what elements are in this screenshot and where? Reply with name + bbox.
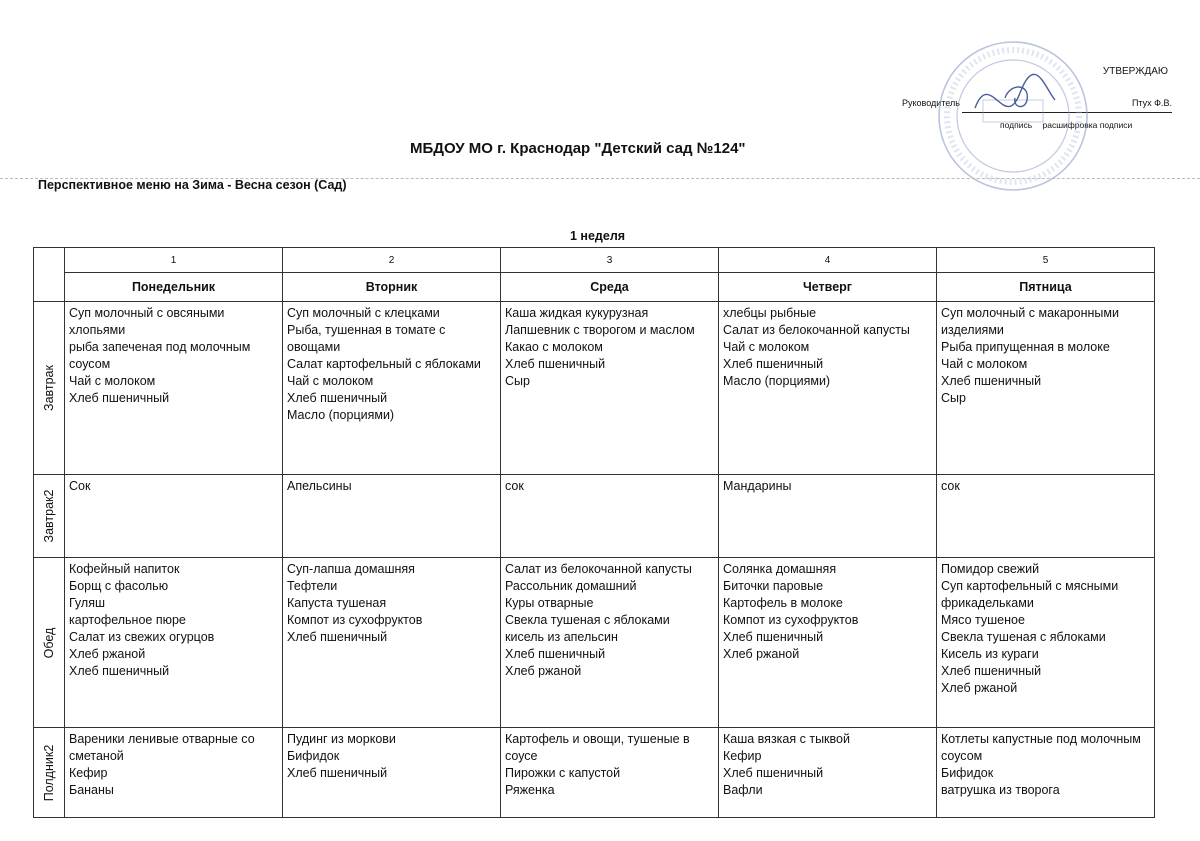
dish-item: Хлеб ржаной	[723, 647, 800, 661]
dish-item: Гуляш	[69, 596, 105, 610]
dish-item: Суп-лапша домашняя	[287, 562, 415, 576]
corner-cell	[34, 248, 65, 302]
dish-item: Салат из свежих огурцов	[69, 630, 215, 644]
dish-item: Чай с молоком	[287, 374, 374, 388]
dish-item: Хлеб ржаной	[941, 681, 1018, 695]
week-label: 1 неделя	[570, 229, 626, 243]
column-number: 5	[937, 248, 1155, 273]
dish-item: Сок	[69, 479, 91, 493]
dish-item: Сыр	[941, 391, 966, 405]
dish-item: Хлеб пшеничный	[941, 374, 1042, 388]
dish-item: Хлеб пшеничный	[287, 630, 388, 644]
meal-label-cell	[34, 728, 65, 818]
meal-label: Завтрак2	[42, 489, 56, 543]
dish-item: Суп молочный с овсяными хлопьями	[69, 306, 225, 337]
dish-item: Куры отварные	[505, 596, 594, 610]
menu-cell	[65, 728, 283, 818]
menu-cell	[501, 558, 719, 728]
menu-cell	[501, 475, 719, 558]
dish-item: Солянка домашняя	[723, 562, 837, 576]
dish-item: Хлеб пшеничный	[723, 357, 824, 371]
dish-item: рыба запеченая под молочным соусом	[69, 340, 251, 371]
dish-item: кисель из апельсин	[505, 630, 618, 644]
meal-label: Полдник2	[42, 744, 56, 801]
dish-item: сок	[941, 479, 960, 493]
dish-item: Рыба припущенная в молоке	[941, 340, 1110, 354]
day-row	[34, 273, 1155, 302]
dish-item: Рыба, тушенная в томате с овощами	[287, 323, 446, 354]
dish-item: Хлеб пшеничный	[69, 391, 170, 405]
table-row	[34, 475, 1155, 558]
page-title: МБДОУ МО г. Краснодар "Детский сад №124"	[410, 140, 746, 157]
menu-cell	[283, 302, 501, 475]
column-number: 2	[283, 248, 501, 273]
dish-item: картофельное пюре	[69, 613, 186, 627]
dish-item: Хлеб пшеничный	[941, 664, 1042, 678]
meal-label-cell	[34, 558, 65, 728]
dish-item: Картофель в молоке	[723, 596, 843, 610]
dish-item: Рассольник домашний	[505, 579, 637, 593]
dish-item: Помидор свежий	[941, 562, 1040, 576]
menu-cell	[937, 475, 1155, 558]
meal-label-cell	[34, 302, 65, 475]
column-number: 3	[501, 248, 719, 273]
table-row	[34, 728, 1155, 818]
dish-item: Хлеб пшеничный	[723, 766, 824, 780]
dish-item: Хлеб ржаной	[69, 647, 146, 661]
dish-item: Бананы	[69, 783, 114, 797]
dish-item: Масло (порциями)	[723, 374, 831, 388]
menu-cell	[719, 558, 937, 728]
dish-item: Компот из сухофруктов	[723, 613, 859, 627]
dish-item: Кефир	[723, 749, 762, 763]
menu-subtitle: Перспективное меню на Зима - Весна сезон (Сад)	[38, 178, 347, 192]
dish-item: Бифидок	[287, 749, 340, 763]
dish-item: ватрушка из творога	[941, 783, 1060, 797]
seal-stamp-icon	[935, 38, 1091, 194]
menu-table	[33, 247, 1155, 818]
meal-label-cell	[34, 475, 65, 558]
dish-item: Кефир	[69, 766, 108, 780]
dish-item: Кофейный напиток	[69, 562, 180, 576]
dish-item: Компот из сухофруктов	[287, 613, 423, 627]
dish-item: Кисель из кураги	[941, 647, 1039, 661]
dish-item: Капуста тушеная	[287, 596, 387, 610]
dish-item: Свекла тушеная с яблоками	[505, 613, 670, 627]
meal-label: Обед	[42, 627, 56, 658]
menu-cell	[65, 302, 283, 475]
dish-item: Тефтели	[287, 579, 338, 593]
dish-item: Каша жидкая кукурузная	[505, 306, 649, 320]
approval-label: УТВЕРЖДАЮ	[1102, 66, 1168, 77]
dish-item: Салат из белокочанной капусты	[505, 562, 692, 576]
table-row	[34, 558, 1155, 728]
dish-item: Масло (порциями)	[287, 408, 395, 422]
dish-item: хлебцы рыбные	[723, 306, 817, 320]
dish-item: Чай с молоком	[941, 357, 1028, 371]
menu-cell	[65, 558, 283, 728]
dish-item: Суп молочный с клецками	[287, 306, 440, 320]
number-row	[34, 248, 1155, 273]
dish-item: Пудинг из моркови	[287, 732, 396, 746]
dish-item: Хлеб пшеничный	[69, 664, 170, 678]
signer-name: Птух Ф.В.	[1131, 98, 1172, 108]
menu-cell	[501, 302, 719, 475]
dish-item: Суп картофельный с мясными фрикадельками	[941, 579, 1119, 610]
dish-item: Салат из белокочанной капусты	[723, 323, 910, 337]
menu-cell	[719, 302, 937, 475]
day-header: Пятница	[937, 273, 1155, 302]
dish-item: Вафли	[723, 783, 763, 797]
meal-label: Завтрак	[42, 365, 56, 411]
day-header: Четверг	[719, 273, 937, 302]
day-header: Понедельник	[65, 273, 283, 302]
dish-item: Борщ с фасолью	[69, 579, 169, 593]
dish-item: Биточки паровые	[723, 579, 824, 593]
dish-item: Вареники ленивые отварные со сметаной	[69, 732, 255, 763]
dish-item: Каша вязкая с тыквой	[723, 732, 850, 746]
menu-cell	[719, 475, 937, 558]
dish-item: Сыр	[505, 374, 530, 388]
dish-item: Картофель и овощи, тушеные в соусе	[505, 732, 690, 763]
dish-item: сок	[505, 479, 524, 493]
dish-item: Хлеб пшеничный	[287, 391, 388, 405]
column-number: 4	[719, 248, 937, 273]
dish-item: Хлеб пшеничный	[723, 630, 824, 644]
menu-cell	[283, 728, 501, 818]
dish-item: Апельсины	[287, 479, 352, 493]
dish-item: Салат картофельный с яблоками	[287, 357, 481, 371]
dish-item: Бифидок	[941, 766, 994, 780]
dish-item: Хлеб ржаной	[505, 664, 582, 678]
table-row	[34, 302, 1155, 475]
menu-cell	[937, 302, 1155, 475]
sub-sign-label: подпись	[1000, 120, 1033, 130]
day-header: Среда	[501, 273, 719, 302]
dish-item: Хлеб пшеничный	[505, 357, 606, 371]
day-header: Вторник	[283, 273, 501, 302]
dish-item: Мандарины	[723, 479, 792, 493]
menu-cell	[283, 558, 501, 728]
dish-item: Хлеб пшеничный	[287, 766, 388, 780]
dish-item: Суп молочный с макаронными изделиями	[941, 306, 1119, 337]
sub-decode-label: расшифровка подписи	[1042, 120, 1133, 130]
menu-cell	[65, 475, 283, 558]
dish-item: Котлеты капустные под молочным соусом	[941, 732, 1141, 763]
dish-item: Хлеб пшеничный	[505, 647, 606, 661]
menu-cell	[283, 475, 501, 558]
dish-item: Свекла тушеная с яблоками	[941, 630, 1106, 644]
dish-item: Мясо тушеное	[941, 613, 1025, 627]
dish-item: Пирожки с капустой	[505, 766, 621, 780]
column-number: 1	[65, 248, 283, 273]
menu-cell	[501, 728, 719, 818]
dish-item: Чай с молоком	[69, 374, 156, 388]
menu-cell	[937, 558, 1155, 728]
menu-cell	[937, 728, 1155, 818]
dish-item: Чай с молоком	[723, 340, 810, 354]
menu-cell	[719, 728, 937, 818]
dish-item: Ряженка	[505, 783, 555, 797]
dish-item: Лапшевник с творогом и маслом	[505, 323, 695, 337]
meal-rows	[34, 302, 1155, 818]
signer-role: Руководитель	[902, 98, 960, 108]
dish-item: Какао с молоком	[505, 340, 603, 354]
